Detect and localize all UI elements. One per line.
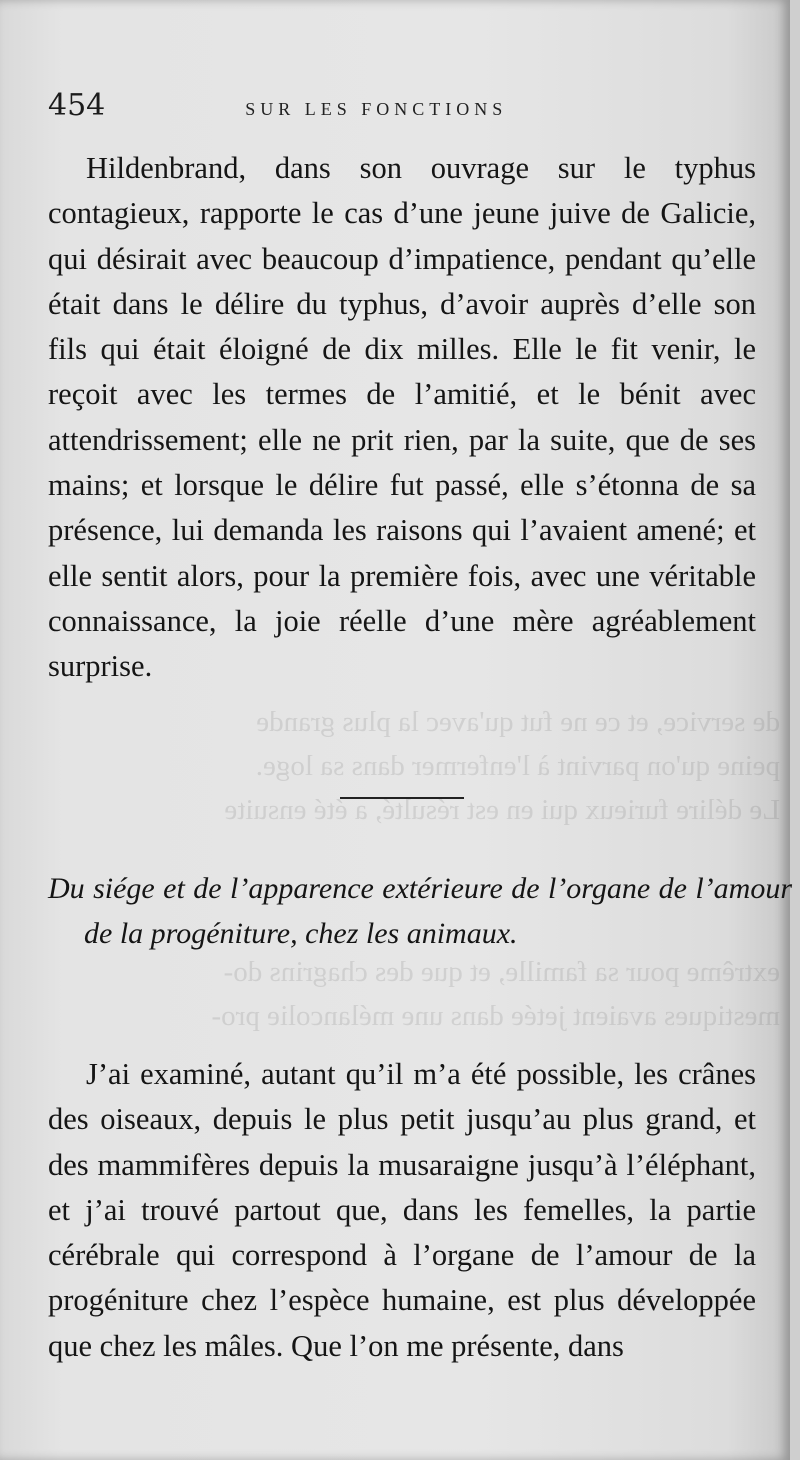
paragraph-examination: J’ai examiné, autant qu’il m’a été possible, les crânes des oiseaux, depuis le plus petit jusqu’au plus grand, et des mammifères depuis la musaraigne jusqu’à l’éléphant, et j’ai trouvé partout que, dans les femelles, la partie cérébrale qui correspond à l’organe de l’amour de la progéniture chez l’espèce humaine, est plus développée que chez les mâles. Que l’on me présente, dans <box>48 1057 756 1363</box>
show-through-text-lower: extrême pour sa famille, et que des chagrins do- mestiques avaient jetée dans une mélancolie pro- <box>211 956 780 1032</box>
section-heading: Du siége et de l’apparence extérieure de l’organe de l’amour de la progéniture, chez les animaux. <box>48 872 792 950</box>
paragraph-hildenbrand: Hildenbrand, dans son ouvrage sur le typhus contagieux, rapporte le cas d’une jeune juive de Galicie, qui désirait avec beaucoup d’impatience, pendant qu’elle était dans le délire du typhus, d’avoir auprès d’elle son fils qui était éloigné de dix milles. Elle le fit venir, le reçoit avec les termes de l’amitié, et le bénit avec attendrissement; elle ne prit rien, par la suite, que de ses mains; et lorsque le délire fut passé, elle s’étonna de sa présence, lui demanda les raisons qui l’avaient amené; et elle sentit alors, pour la première fois, avec une véritable connaissance, la joie réelle d’une mère agréablement surprise. <box>48 151 756 684</box>
running-title: SUR LES FONCTIONS <box>245 99 508 119</box>
section-divider <box>340 797 464 799</box>
page-header <box>48 88 748 128</box>
show-through-text: de service, et ce ne fut qu'avec la plus grande peine qu'on parvint à l'enfermer dans sa loge. Le délire furieux qui en est résulté, a été ensuite <box>224 706 780 826</box>
page-number: 454 <box>48 88 106 123</box>
